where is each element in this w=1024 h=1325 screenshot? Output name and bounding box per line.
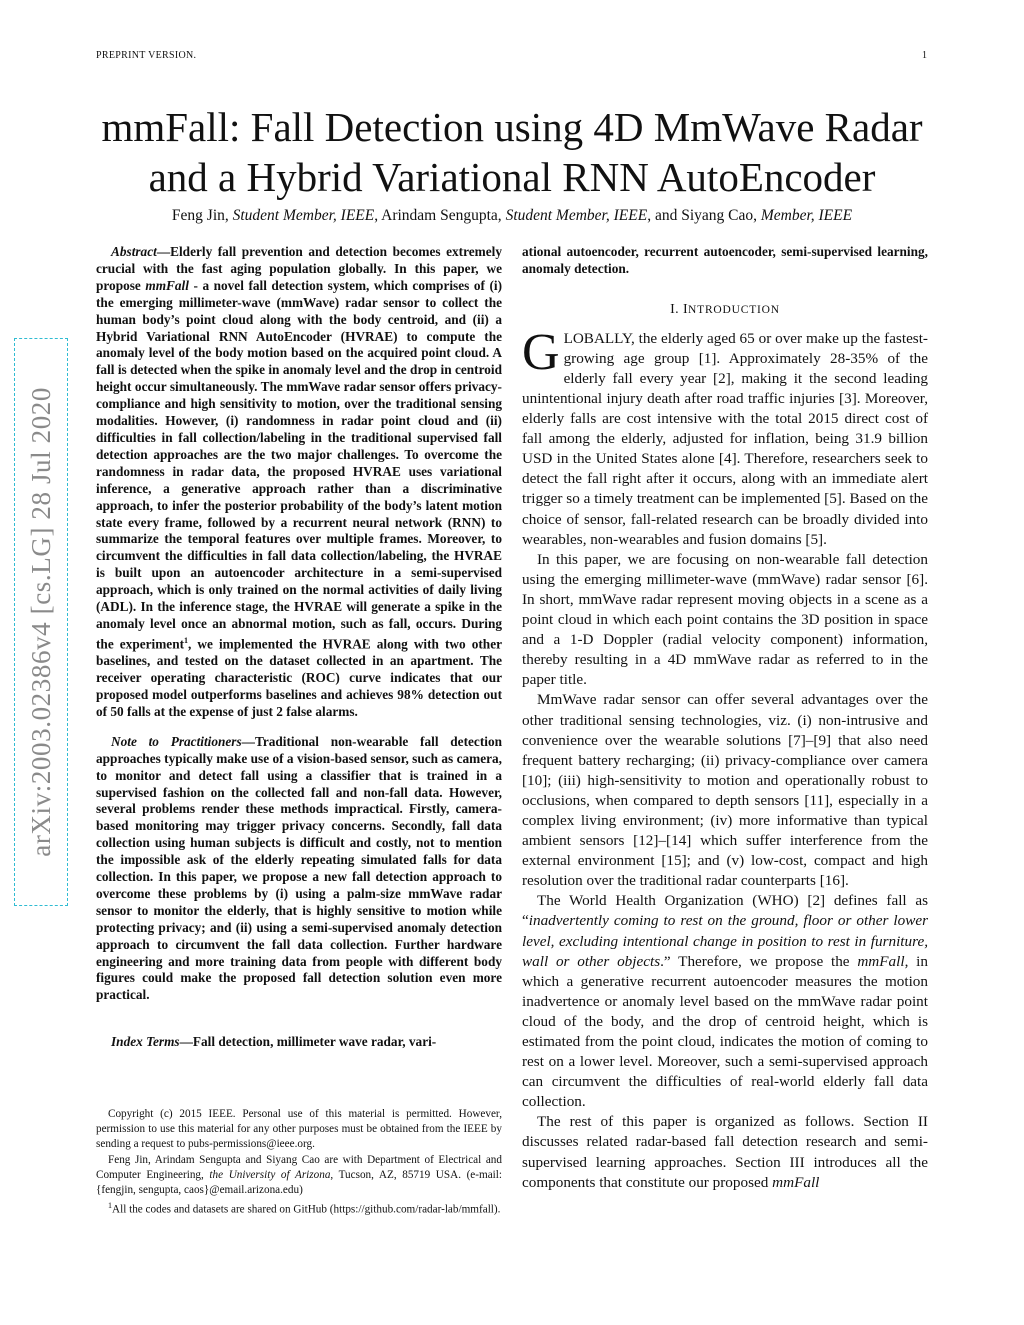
abstract-text-1: —Elderly fall prevention and detection becomes extremely crucial with the fast aging population globally. In this paper, we propose [96,244,502,293]
abstract-text-2: - a novel fall detection system, which comprises of (i) the emerging millimeter-wave (mmWave) radar sensor to collect the human body’s point cloud along with the body centroid, and (ii) a Hybrid Variational RNN AutoEncoder (HVRAE) to compute the anomaly level of the body motion based on the acquired point cloud. A fall is detected when the spike in anomaly level and the drop in centroid height occur simultaneously. The mmWave radar sensor offers privacy-compliance and high sensitivity to motion, over the traditional sensing modalities. However, (i) randomness in radar point cloud and (ii) difficulties in fall collection/labeling in the traditional supervised fall detection approaches are the two major challenges. To overcome the randomness in radar data, the proposed HVRAE uses variational inference, a generative approach rather than a discriminative approach, to infer the posterior probability of the body’s latent motion state every frame, followed by a recurrent neural network (RNN) to summarize the temporal features over multiple frames. Moreover, to circumvent the difficulties in fall data collection/labeling, the HVRAE is built upon an autoencoder architecture in a semi-supervised approach, which is only trained on the normal activities of daily living (ADL). In the inference stage, the HVRAE will generate a spike in the anomaly level once an abnormal motion, such as fall, occurs. During the experiment [96,277,502,652]
affiliation-note [96,1153,502,1199]
left-column [96,244,502,1051]
intro-p5-mmfall: mmFall [772,1173,820,1191]
intro-p5-text: The rest of this paper is organized as follows. Section II discusses related radar-based fall detection research and semi-supervised learning approaches. Section III introduces all the components that constitute our proposed [522,1113,928,1191]
right-column [522,244,928,1193]
intro-p4-text-b: .” Therefore, we propose the [660,952,858,970]
copyright-note: Copyright (c) 2015 IEEE. Personal use of this material is permitted. However, permission to use this material for any other purposes must be obtained from the IEEE by sending a request to pubs-permissions@ieee.org. [96,1108,502,1151]
intro-paragraph-3: MmWave radar sensor can offer several advantages over the other traditional sensing technologies, viz. (i) non-intrusive and convenience over the wearable solutions [7]–[9] that also need frequent battery recharging; (ii) privacy-compliance over camera [10]; (iii) high-sensitivity to motion and operationally robust to occlusions, when compared to depth sensors [11], especially in a complex living environment; (iv) more informative than typical ambient sensors [12]–[14] which suffer interference from the external environment [15]; and (v) low-cost, compact and high resolution over the traditional radar counterparts [16]. [522,691,928,890]
intro-paragraph-1 [522,323,928,550]
author-1: Feng Jin, [171,207,229,224]
intro-paragraph-4 [522,891,928,1112]
running-header: PREPRINT VERSION. [96,50,197,61]
code-footnote-mark: 1 [108,1201,112,1211]
affiliation-university: the University of Arizona [209,1168,331,1181]
introduction-body [522,323,928,1193]
author-2: , Arindam Sengupta, [374,207,502,224]
footnotes [96,1107,502,1218]
arxiv-stamp-text: arXiv:2003.02386v4 [cs.LG] 28 Jul 2020 [25,387,56,857]
intro-p4-text-c: , in which a generative recurrent autoencoder measures the motion inadvertence or anomaly level based on the mmWave radar point cloud of the body, and the drop of centroid height, which is estimated from the point cloud, indicates the motion of coming to rest on a lower level. Moreover, such a semi-supervised approach can circumvent the difficulties of real-world elderly fall data collection. [522,952,928,1111]
author-2-role: Student Member, IEEE [505,207,648,224]
author-list [60,207,964,225]
section-heading-number: I. I [670,301,689,317]
section-heading-introduction [522,302,928,319]
author-3: , and Siyang Cao, [647,207,757,224]
title-line-1: mmFall: Fall Detection using 4D MmWave Radar [101,104,923,150]
title-line-2: and a Hybrid Variational RNN AutoEncoder [148,154,876,200]
author-1-role: Student Member, IEEE [232,207,375,224]
arxiv-stamp [14,338,68,906]
section-heading-text: NTRODUCTION [688,303,780,316]
intro-p4-mmfall: mmFall [857,952,905,970]
abstract-label: Abstract [111,244,157,259]
note-to-practitioners [96,734,502,1005]
note-label: Note to Practitioners [111,733,242,749]
abstract-mmfall: mmFall [145,277,189,293]
index-terms [96,1034,502,1051]
who-definition-quote: inadvertently coming to rest on the ground, floor or other lower level, excluding intentional change in position to rest in furniture, wall or other objects [522,912,928,970]
intro-paragraph-1-text: LOBALLY, the elderly aged 65 or over make up the fastest-growing age group [1]. Approximately 28-35% of the elderly fall every year [2], making it the second leading unintentional injury death after road traffic injuries [3]. Moreover, elderly falls are cost intensive with the total 2015 direct cost of fall among the elderly, adjusted for inflation, being 31.9 billion USD in the United States alone [4]. Therefore, researchers seek to detect the fall right after it occurs, along with an immediate alert trigger so a timely treatment can be implemented [5]. Based on the choice of sensor, fall-related research can be broadly divided into wearables, non-wearables and fusion domains [5]. [522,329,928,548]
footnote-ref: 1 [184,635,189,645]
index-terms-text-left: —Fall detection, millimeter wave radar, vari- [179,1034,437,1050]
author-3-role: Member, IEEE [760,207,853,224]
affiliation-text-1: Feng Jin, Arindam Sengupta and Siyang Cao are with Department of Electrical and Computer Engineering, [96,1153,502,1181]
intro-paragraph-5 [522,1112,928,1192]
abstract [96,244,502,721]
abstract-text-3: , we implemented the HVRAE along with two other baselines, and tested on the dataset collected in an apartment. The receiver operating characteristic (ROC) curve indicates that our proposed model outperforms baselines and achieves 98% detection out of 50 falls at the expense of just 2 false alarms. [96,636,502,719]
paper-title [60,102,964,202]
dropcap-letter: G [522,323,560,381]
intro-p4-text-a: The World Health Organization (WHO) [2] defines fall as “ [522,892,928,930]
index-terms-label: Index Terms [111,1034,180,1050]
page-number: 1 [922,50,927,61]
intro-paragraph-2: In this paper, we are focusing on non-wearable fall detection using the emerging millimeter-wave (mmWave) radar sensor [6]. In short, mmWave radar represent moving objects in a scene as a point cloud in which each point contains the 3D position in space and a 1-D Doppler (radial velocity component) information, thereby resulting in a 4D mmWave radar as referred to in the paper title. [522,550,928,689]
affiliation-text-2: , Tucson, AZ, 85719 USA. (e-mail: {fengjin, sengupta, caos}@email.arizona.edu) [96,1168,502,1197]
index-terms-continued: ational autoencoder, recurrent autoencoder, semi-supervised learning, anomaly detection. [522,244,928,276]
note-text: —Traditional non-wearable fall detection approaches typically make use of a vision-based sensor, such as camera, to monitor and detect fall using a classifier that is trained in a supervised fashion on the collected fall and non-fall data. However, several problems render these methods impractical. Firstly, camera-based monitoring may trigger privacy concerns. Secondly, fall data collection using human subjects is difficult and costly, not to mention the impossible ask of the elderly repeating simulated falls for data collection. In this paper, we propose a new fall detection approach to overcome these problems by (i) using a palm-size mmWave radar sensor to monitor the elderly, that is highly sensitive to motion while protecting privacy; and (ii) using a semi-supervised anomaly detection approach to circumvent the fall data collection. Further hardware engineering and more training data from people with different body figures could make the proposed fall detection solution even more practical. [96,733,502,1003]
code-footnote [96,1198,502,1218]
code-footnote-text: All the codes and datasets are shared on GitHub (https://github.com/radar-lab/mmfall). [112,1203,501,1216]
